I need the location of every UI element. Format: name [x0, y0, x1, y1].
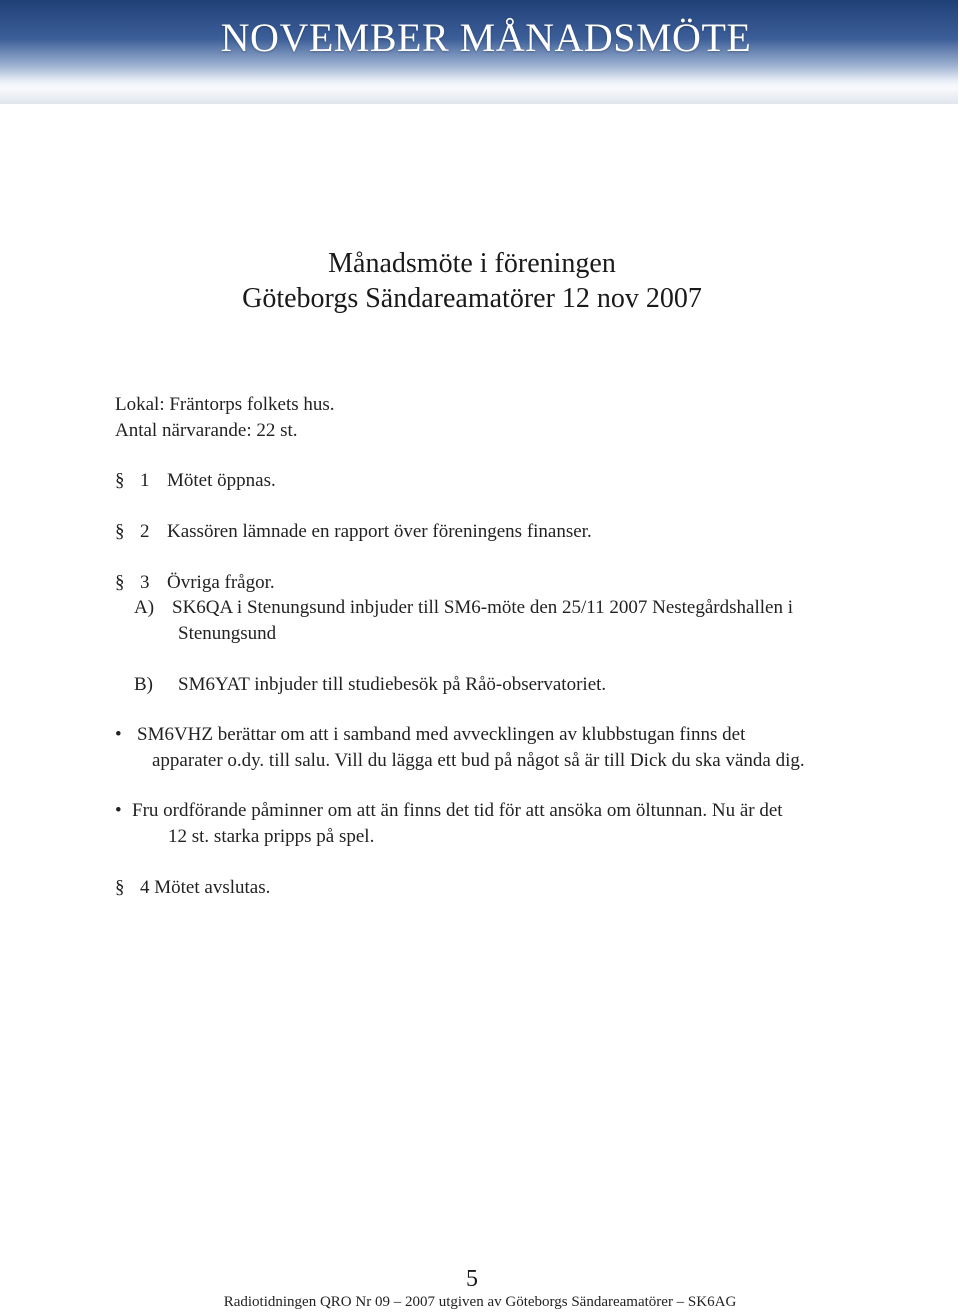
attendance-text: Antal närvarande: 22 st. — [115, 420, 298, 441]
bullet-text-line1: Fru ordförande påminner om att än finns det tid för att ansöka om öltunnan. Nu är det — [132, 800, 783, 821]
page-footer: Radiotidningen QRO Nr 09 – 2007 utgiven av Göteborgs Sändareamatörer – SK6AG — [223, 1294, 737, 1310]
bullet-text-line2: 12 st. starka pripps på spel. — [168, 826, 375, 847]
item-text: Övriga frågor. — [167, 572, 275, 593]
item-number: 2 — [140, 521, 150, 542]
item-text: Kassören lämnade en rapport över föreningens finanser. — [167, 521, 592, 542]
section-icon: § — [115, 470, 125, 491]
venue-text: Lokal: Fräntorps folkets hus. — [115, 394, 335, 415]
page-number: 5 — [466, 1266, 478, 1292]
sub-item-text-line1: SK6QA i Stenungsund inbjuder till SM6-möte den 25/11 2007 Nestegårdshallen i — [172, 597, 793, 618]
banner-title: NOVEMBER MÅNADSMÖTE — [220, 15, 752, 60]
bullet-icon: • — [115, 800, 122, 821]
page-heading-line1: Månadsmöte i föreningen — [328, 248, 616, 279]
bullet-text-line1: SM6VHZ berättar om att i samband med avvecklingen av klubbstugan finns det — [137, 724, 746, 745]
sub-item-text-line2: Stenungsund — [178, 623, 277, 644]
bullet-icon: • — [115, 724, 122, 745]
sub-item-text: SM6YAT inbjuder till studiebesök på Råö-observatoriet. — [178, 674, 607, 695]
section-icon: § — [115, 521, 125, 542]
banner-divider — [0, 84, 958, 104]
section-icon: § — [115, 572, 125, 593]
item-number: 1 — [140, 470, 150, 491]
bullet-text-line2: apparater o.dy. till salu. Vill du lägga ett bud på något så är till Dick du ska vända dig. — [152, 750, 805, 771]
item-number: 3 — [140, 572, 150, 593]
page-heading-line2: Göteborgs Sändareamatörer 12 nov 2007 — [242, 283, 702, 314]
item-text: Mötet öppnas. — [167, 470, 276, 491]
sub-item-label: B) — [134, 674, 153, 695]
sub-item-label: A) — [134, 597, 155, 618]
section-icon: § — [115, 877, 125, 898]
item-text: 4 Mötet avslutas. — [140, 877, 271, 898]
